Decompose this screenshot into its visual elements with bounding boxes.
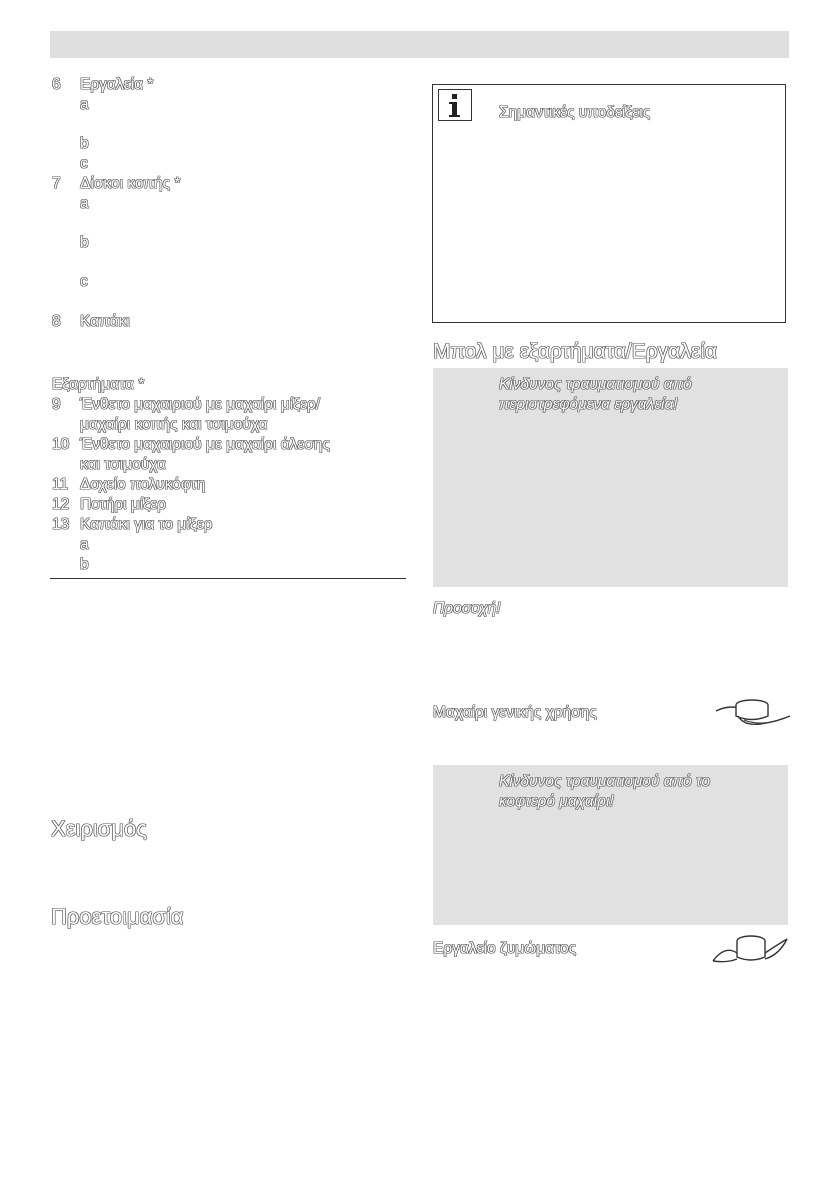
- item-7-number: 7: [52, 175, 61, 192]
- accessories-title: Εξαρτήματα *: [52, 376, 145, 393]
- item-8-label: Καπάκι: [80, 313, 130, 330]
- item-7c: c: [80, 273, 88, 290]
- warning2-line2: κοφτερό μαχαίρι!: [499, 793, 614, 810]
- warning1-line2: περιστρεφόμενα εργαλεία!: [499, 396, 678, 413]
- caution-label: Προσοχή!: [433, 600, 501, 617]
- item-7b: b: [80, 234, 89, 251]
- item-13a: a: [80, 536, 89, 553]
- important-notes-title: Σημαντικές υποδείξεις: [499, 104, 651, 121]
- section-bowl-heading: Μπολ με εξαρτήματα/Εργαλεία: [433, 340, 718, 363]
- item-10-line1: Ένθετο μαχαιριού με μαχαίρι άλεσης: [80, 436, 330, 453]
- tool-kneading-label: Εργαλείο ζυμώματος: [433, 940, 577, 957]
- item-11-number: 11: [52, 476, 69, 493]
- section-operation-heading: Χειρισμός: [51, 816, 147, 841]
- warning2-line1: Κίνδυνος τραυματισμού από το: [499, 773, 711, 790]
- universal-blade-icon: [714, 696, 792, 735]
- item-13-label: Καπάκι για το μίξερ: [80, 516, 213, 533]
- item-12-label: Ποτήρι μίξερ: [80, 496, 166, 513]
- item-13-number: 13: [52, 516, 70, 533]
- item-9-line2: μαχαίρι κοπής και τσιμούχα: [80, 416, 268, 433]
- section-divider: [50, 578, 406, 579]
- info-icon: [438, 89, 472, 121]
- item-7-label: Δίσκοι κοπής *: [80, 175, 181, 192]
- kneading-tool-icon: [709, 933, 791, 974]
- item-6-number: 6: [52, 76, 61, 93]
- warning1-line1: Κίνδυνος τραυματισμού από: [499, 376, 692, 393]
- item-10-number: 10: [52, 436, 70, 453]
- item-12-number: 12: [52, 496, 70, 513]
- item-9-number: 9: [52, 396, 61, 413]
- tool-universal-blade-label: Μαχαίρι γενικής χρήσης: [433, 704, 597, 721]
- item-6-label: Εργαλεία *: [80, 76, 154, 93]
- item-13b: b: [80, 556, 89, 573]
- item-7a: a: [80, 195, 89, 212]
- item-6c: c: [80, 155, 88, 172]
- item-6b: b: [80, 135, 89, 152]
- header-bar: [50, 31, 789, 58]
- item-9-line1: Ένθετο μαχαιριού με μαχαίρι μίξερ/: [80, 396, 321, 413]
- item-11-label: Δοχείο πολυκόφτη: [80, 476, 206, 493]
- item-10-line2: και τσιμούχα: [80, 456, 166, 473]
- item-8-number: 8: [52, 313, 61, 330]
- item-6a: a: [80, 96, 89, 113]
- section-preparation-heading: Προετοιμασία: [51, 904, 184, 929]
